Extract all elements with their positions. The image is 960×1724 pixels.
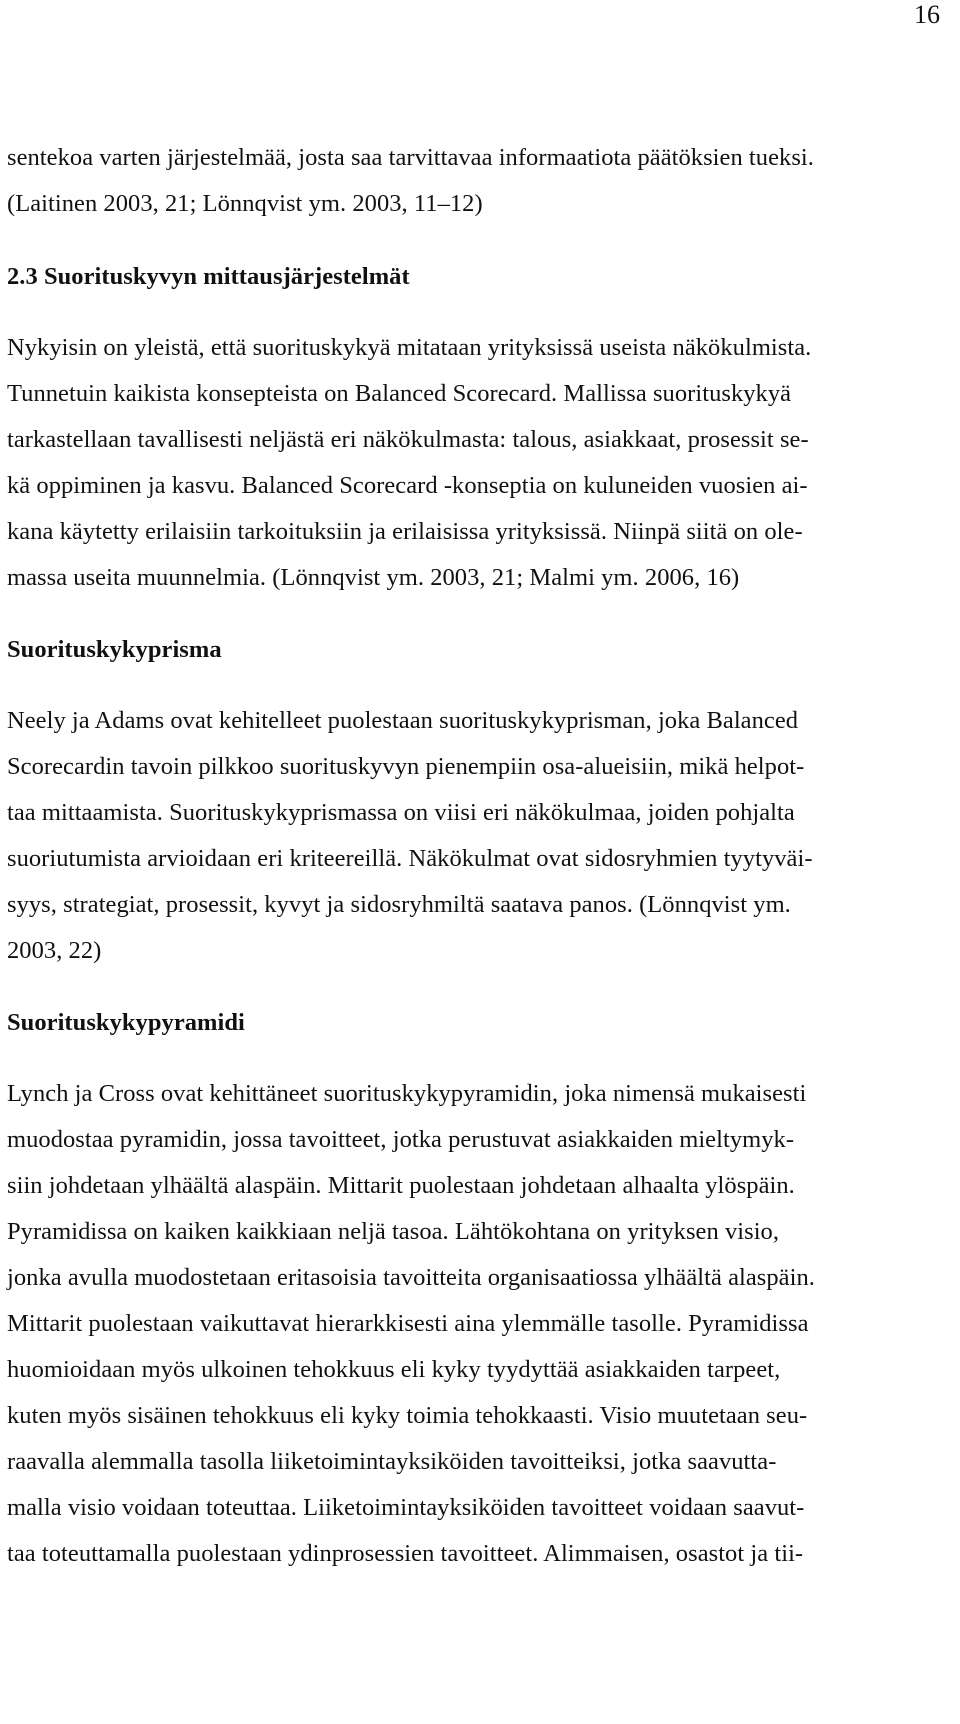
body-text-line: malla visio voidaan toteuttaa. Liiketoimintayksiköiden tavoitteet voidaan saavut- [7,1494,805,1521]
body-text-line: raavalla alemmalla tasolla liiketoimintayksiköiden tavoitteiksi, jotka saavutta- [7,1448,777,1475]
body-text-line: Lynch ja Cross ovat kehittäneet suorituskykypyramidin, joka nimensä mukaisesti [7,1080,807,1107]
body-text-line: Pyramidissa on kaiken kaikkiaan neljä tasoa. Lähtökohtana on yrityksen visio, [7,1218,780,1245]
body-text-line: kä oppiminen ja kasvu. Balanced Scorecard -konseptia on kuluneiden vuosien ai- [7,472,808,499]
body-text-line: Mittarit puolestaan vaikuttavat hierarkkisesti aina ylemmälle tasolle. Pyramidissa [7,1310,809,1337]
body-text-line: muodostaa pyramidin, jossa tavoitteet, jotka perustuvat asiakkaiden mieltymyk- [7,1126,795,1153]
body-text-line: kuten myös sisäinen tehokkuus eli kyky toimia tehokkaasti. Visio muutetaan seu- [7,1402,808,1429]
body-text-line: massa useita muunnelmia. (Lönnqvist ym. 2003, 21; Malmi ym. 2006, 16) [7,564,740,591]
body-text-line: Neely ja Adams ovat kehitelleet puolestaan suorituskykyprisman, joka Balanced [7,707,799,734]
body-text-line: taa toteuttamalla puolestaan ydinprosessien tavoitteet. Alimmaisen, osastot ja tii- [7,1540,804,1567]
body-text-line: tarkastellaan tavallisesti neljästä eri näkökulmasta: talous, asiakkaat, prosessit se- [7,426,809,453]
section-heading: 2.3 Suorituskyvyn mittausjärjestelmät [7,263,410,290]
body-text-line: jonka avulla muodostetaan eritasoisia tavoitteita organisaatiossa ylhäältä alaspäin. [7,1264,815,1291]
body-text-line: huomioidaan myös ulkoinen tehokkuus eli kyky tyydyttää asiakkaiden tarpeet, [7,1356,781,1383]
body-text-line: syys, strategiat, prosessit, kyvyt ja sidosryhmiltä saatava panos. (Lönnqvist ym. [7,891,791,918]
subsection-heading: Suorituskykypyramidi [7,1009,245,1036]
body-text-line: kana käytetty erilaisiin tarkoituksiin ja erilaisissa yrityksissä. Niinpä siitä on ole- [7,518,803,545]
body-text-line: (Laitinen 2003, 21; Lönnqvist ym. 2003, 11–12) [7,190,483,217]
body-text-line: siin johdetaan ylhäältä alaspäin. Mittarit puolestaan johdetaan alhaalta ylöspäin. [7,1172,795,1199]
body-text-line: taa mittaamista. Suorituskykyprismassa on viisi eri näkökulmaa, joiden pohjalta [7,799,795,826]
subsection-heading: Suorituskykyprisma [7,636,222,663]
page-number: 16 [914,0,940,29]
body-text-line: Tunnetuin kaikista konsepteista on Balanced Scorecard. Mallissa suorituskykyä [7,380,792,407]
body-text-line: Nykyisin on yleistä, että suorituskykyä mitataan yrityksissä useista näkökulmista. [7,334,812,361]
body-text-line: Scorecardin tavoin pilkkoo suorituskyvyn pienempiin osa-alueisiin, mikä helpot- [7,753,805,780]
body-text-line: suoriutumista arvioidaan eri kriteereillä. Näkökulmat ovat sidosryhmien tyytyväi- [7,845,813,872]
body-text-line: sentekoa varten järjestelmää, josta saa tarvittavaa informaatiota päätöksien tueksi. [7,144,814,171]
body-text-line: 2003, 22) [7,937,102,964]
